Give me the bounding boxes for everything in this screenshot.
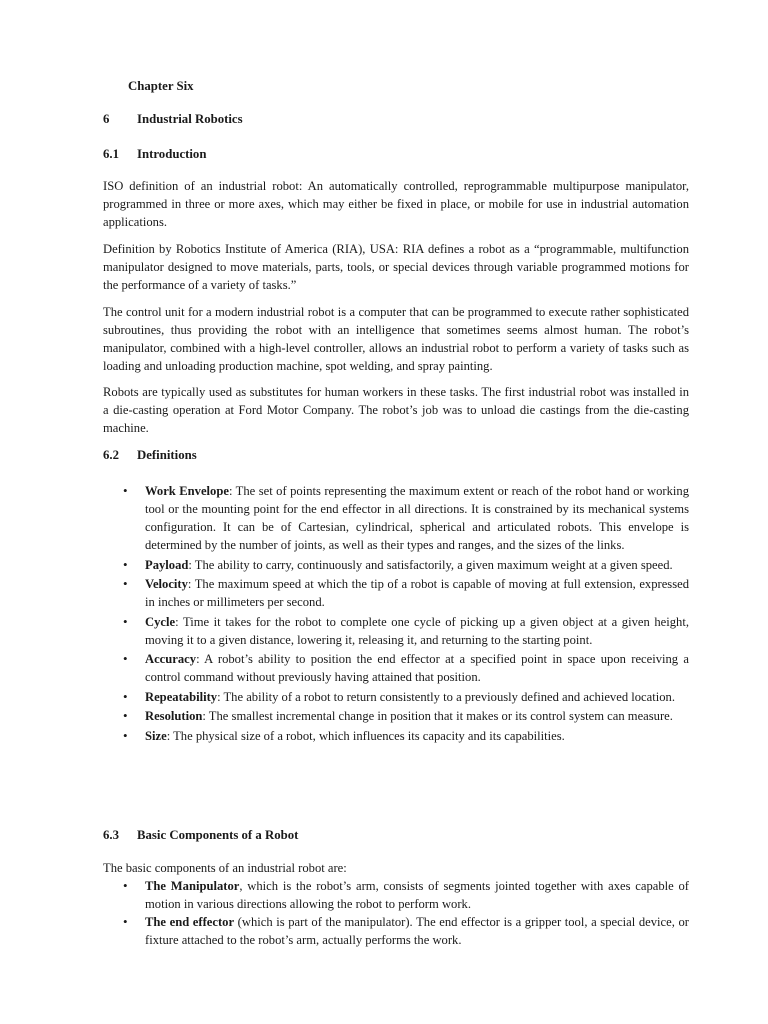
definition-text: : The ability to carry, continuously and satisfactorily, a given maximum weight at a given speed. <box>188 557 673 572</box>
list-item-repeatability <box>103 688 689 706</box>
components-list <box>103 877 689 949</box>
list-item-velocity <box>103 575 689 611</box>
section-heading-6-2 <box>103 446 197 464</box>
term: Payload <box>145 557 189 572</box>
definition-text: : The smallest incremental change in position that it makes or its control system can measure. <box>202 709 673 723</box>
term: Cycle <box>145 614 176 629</box>
list-item-end-effector <box>103 913 689 949</box>
term: Work Envelope <box>145 484 229 498</box>
term: The Manipulator <box>145 879 240 893</box>
term: Accuracy <box>145 652 197 666</box>
definitions-list <box>103 482 689 746</box>
definition-text: : Time it takes for the robot to complete one cycle of picking up a given object at a given height, moving it to a given distance, lowering it, releasing it, and returning to the starting point. <box>145 614 689 647</box>
section-number: 6.3 <box>103 828 119 842</box>
section-title: Definitions <box>137 448 197 462</box>
list-item-payload <box>103 556 689 574</box>
paragraph-iso-definition: ISO definition of an industrial robot: An automatically controlled, reprogrammable multipurpose manipulator, programmed in three or more axes, which may either be fixed in place, or mobile for use in industrial automation applications. <box>103 179 689 229</box>
section-title: Industrial Robotics <box>137 112 243 126</box>
definition-text: : The set of points representing the maximum extent or reach of the robot hand or working tool or the mounting point for the end effector in all directions. It is constrained by its mechanical systems configuration. It can be of Cartesian, cylindrical, spherical and articulated robots. This envelope is determined by the number of joints, as well as their types and ranges, and the sizes of the links. <box>145 484 689 552</box>
definition-text: : The maximum speed at which the tip of a robot is capable of moving at full extension, expressed in inches or millimeters per second. <box>145 577 689 609</box>
section-number: 6.2 <box>103 448 119 462</box>
term: Size <box>145 728 167 743</box>
list-item-size <box>103 727 689 745</box>
list-item-accuracy <box>103 650 689 686</box>
section-title: Introduction <box>137 147 207 161</box>
paragraph-robot-substitutes: Robots are typically used as substitutes for human workers in these tasks. The first industrial robot was installed in a die-casting operation at Ford Motor Company. The robot’s job was to unload die castings from the die-casting machine. <box>103 385 689 435</box>
list-item-cycle <box>103 613 689 649</box>
term: Repeatability <box>145 689 218 704</box>
list-item-resolution <box>103 707 689 725</box>
term: The end effector <box>145 915 235 929</box>
definition-text: : A robot’s ability to position the end effector at a specified point in space upon receiving a control command without previously having attained that position. <box>145 652 689 684</box>
section-number: 6 <box>103 112 110 126</box>
paragraph-control-unit: The control unit for a modern industrial robot is a computer that can be programmed to execute rather sophisticated subroutines, thus providing the robot with an intelligence that sometimes seems almost human. The robot’s manipulator, combined with a high-level controller, allows an industrial robot to perform a variety of tasks such as loading and unloading production machine, spot welding, and spray painting. <box>103 305 689 373</box>
paragraph-ria-definition: Definition by Robotics Institute of America (RIA), USA: RIA defines a robot as a “programmable, multifunction manipulator designed to move materials, parts, tools, or special devices through variable programmed motions for the performance of a variety of tasks.” <box>103 242 689 292</box>
component-text: (which is part of the manipulator). The end effector is a gripper tool, a special device, or fixture attached to the robot’s arm, actually performs the work. <box>145 915 689 947</box>
section-heading-6 <box>103 110 243 128</box>
definition-text: : The ability of a robot to return consistently to a previously defined and achieved location. <box>217 689 675 704</box>
term: Velocity <box>145 577 188 591</box>
chapter-title: Chapter Six <box>128 79 194 93</box>
section-heading-6-3 <box>103 826 298 844</box>
list-item-work-envelope <box>103 482 689 554</box>
term: Resolution <box>145 709 203 723</box>
definition-text: : The physical size of a robot, which influences its capacity and its capabilities. <box>166 728 565 743</box>
section-number: 6.1 <box>103 147 119 161</box>
list-item-manipulator <box>103 877 689 913</box>
section-title: Basic Components of a Robot <box>137 828 299 842</box>
section-heading-6-1 <box>103 145 206 163</box>
paragraph-components-intro: The basic components of an industrial robot are: <box>103 861 347 875</box>
component-text: , which is the robot’s arm, consists of segments jointed together with axes capable of motion in various directions allowing the robot to perform work. <box>145 879 689 911</box>
